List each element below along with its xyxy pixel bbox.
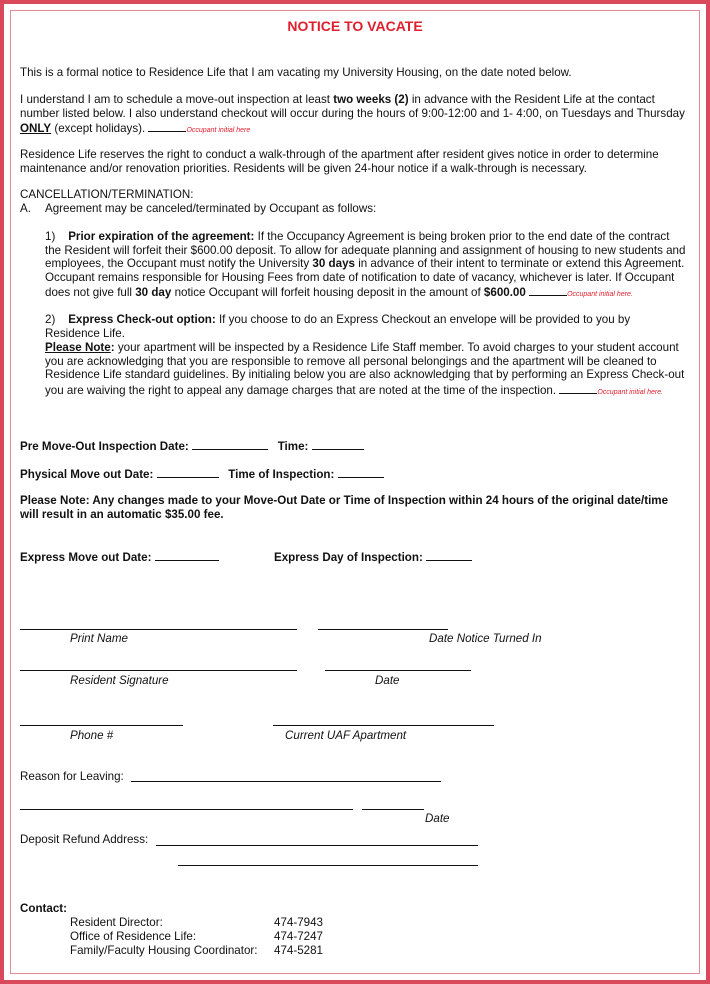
pre-move-out-row: Pre Move-Out Inspection Date: Time: (20, 438, 364, 454)
date-notice-label: Date Notice Turned In (429, 632, 542, 645)
pre-move-out-time-field[interactable] (312, 438, 364, 450)
signature-date-line[interactable] (325, 670, 471, 671)
initial-line[interactable] (148, 120, 186, 132)
resident-signature-label: Resident Signature (70, 674, 169, 687)
cancellation-heading: CANCELLATION/TERMINATION: (20, 188, 194, 201)
express-move-out-date-field[interactable] (155, 549, 219, 561)
physical-move-out-row: Physical Move out Date: Time of Inspection: (20, 466, 384, 482)
item-1-paragraph: 1) Prior expiration of the agreement: If the Occupancy Agreement is being broken prior to the end date of the contract the Resident will forfeit their $600.00 deposit. To allow for adequate planning and assignment of housing to new students and employees, the Occupant must notify the University 30 days in advance of their intent to terminate or extend this Agreement. Occupant remains responsible for Housing Fees from date of notification to date of vacancy, whichever is later. If Occupant does not give full 30 day notice Occupant will forfeit housing deposit in the amount of $600.00 Occupant initial here. (45, 230, 686, 300)
contact-phone-1: 474-7943 (274, 916, 323, 929)
page-title: NOTICE TO VACATE (287, 18, 423, 34)
reason-label: Reason for Leaving: (20, 770, 124, 783)
initial-hint: Occupant initial here. (567, 291, 633, 299)
reason-line-2[interactable] (20, 809, 353, 810)
date-notice-line[interactable] (318, 629, 448, 630)
walkthrough-paragraph: Residence Life reserves the right to conduct a walk-through of the apartment after resident gives notice in order to determine maintenance and/or renovation priorities. Residents will be given 24-hour notice if a walk-through is necessary. (20, 148, 659, 175)
please-note-paragraph: Please Note: your apartment will be inspected by a Residence Life Staff member. To avoid charges to your student account you are acknowledging that you are responsible to remove all personal belongings and the apartment will be cleaned to Residence Life standard guidelines. By initialing below you are also acknowledging that by performing an Express Check-out you are waiving the right to appeal any damage charges that are noted at the time of the inspection. Occupant initial here. (45, 341, 685, 397)
reason-date-label: Date (425, 812, 450, 825)
contact-label-1: Resident Director: (70, 916, 163, 929)
fee-note: Please Note: Any changes made to your Move-Out Date or Time of Inspection within 24 hours of the original date/time will result in an automatic $35.00 fee. (20, 494, 669, 521)
apartment-line[interactable] (273, 725, 494, 726)
initial-hint: Occupant initial here (186, 127, 251, 135)
contact-phone-3: 474-5281 (274, 944, 323, 957)
apartment-label: Current UAF Apartment (285, 729, 407, 742)
deposit-address-line-2[interactable] (178, 865, 478, 866)
intro-paragraph: This is a formal notice to Residence Life that I am vacating my University Housing, on the date noted below. (20, 66, 572, 79)
initial-line[interactable] (559, 382, 597, 394)
pre-move-out-date-field[interactable] (192, 438, 268, 450)
express-day-field[interactable] (426, 549, 472, 561)
item-2-paragraph: 2) Express Check-out option: If you choose to do an Express Checkout an envelope will be provided to you by Residence Life. (45, 313, 631, 340)
deposit-address-line-1[interactable] (156, 845, 478, 846)
inspection-time-field[interactable] (338, 466, 384, 478)
contact-label-3: Family/Faculty Housing Coordinator: (70, 944, 258, 957)
signature-date-label: Date (375, 674, 400, 687)
cancellation-a-marker: A. (20, 202, 31, 215)
initial-line[interactable] (529, 284, 567, 296)
inspection-paragraph: I understand I am to schedule a move-out inspection at least two weeks (2) in advance with the Resident Life at the contact number listed below. I also understand checkout will occur during the hours of 9:00-12:00 and 1- 4:00, on Tuesdays and Thursday ONLY (except holidays). Occupant initial here (20, 93, 685, 136)
contact-heading: Contact: (20, 902, 68, 915)
express-move-out-row: Express Move out Date: (20, 549, 219, 565)
phone-line[interactable] (20, 725, 183, 726)
reason-line[interactable] (131, 781, 441, 782)
contact-label-2: Office of Residence Life: (70, 930, 197, 943)
resident-signature-line[interactable] (20, 670, 297, 671)
print-name-line[interactable] (20, 629, 297, 630)
deposit-address-label: Deposit Refund Address: (20, 833, 149, 846)
print-name-label: Print Name (70, 632, 128, 645)
phone-label: Phone # (70, 729, 114, 742)
contact-phone-2: 474-7247 (274, 930, 323, 943)
cancellation-a-text: Agreement may be canceled/terminated by Occupant as follows: (45, 202, 377, 215)
reason-date-line[interactable] (362, 809, 424, 810)
initial-hint: Occupant initial here. (597, 388, 664, 396)
express-day-row: Express Day of Inspection: (274, 549, 472, 565)
physical-move-out-date-field[interactable] (157, 466, 219, 478)
